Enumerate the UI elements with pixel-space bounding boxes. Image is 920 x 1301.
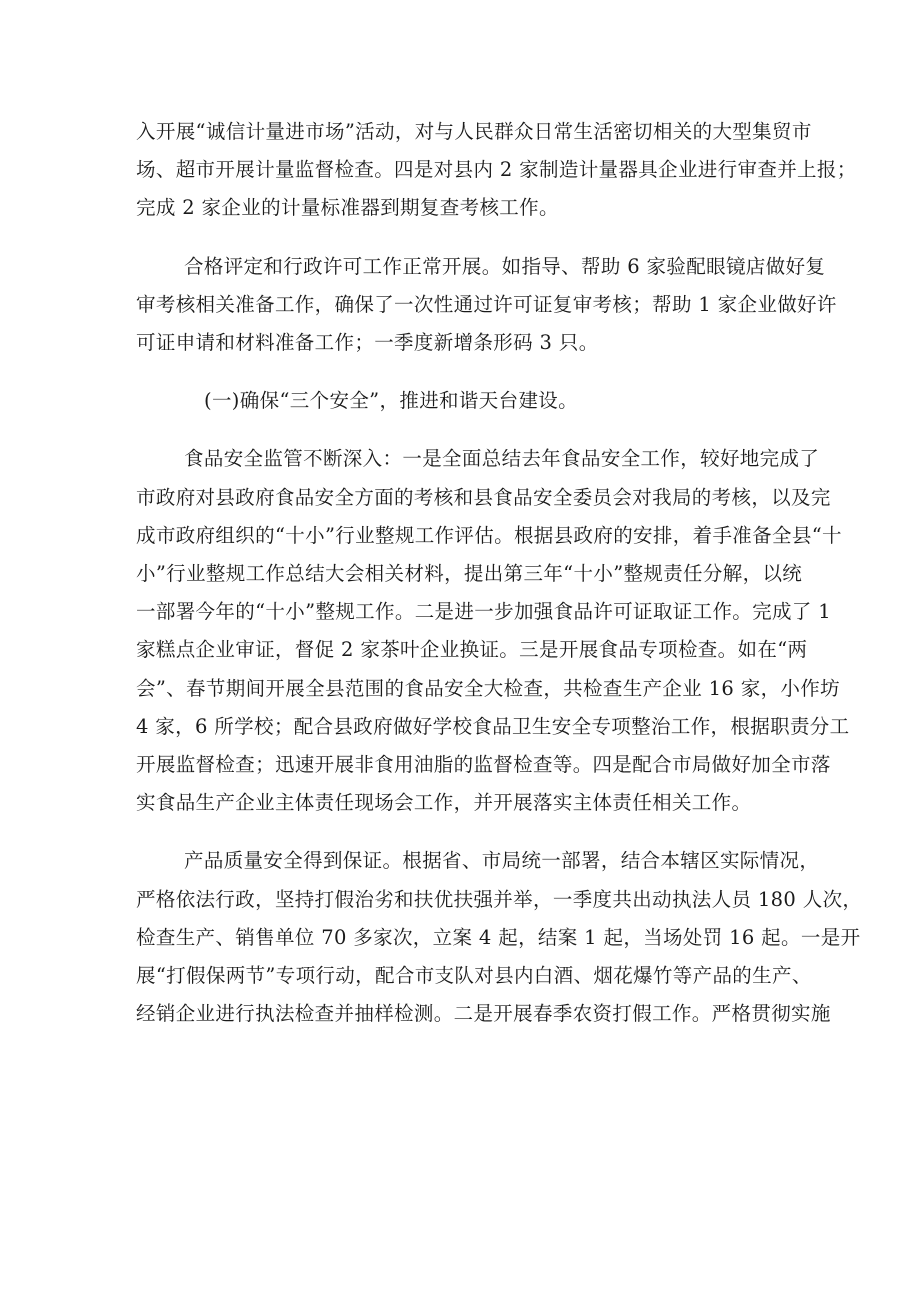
text-line: 可证申请和材料准备工作；一季度新增条形码 3 只。 — [136, 331, 599, 355]
heading-line: (一)确保“三个安全”，推进和谐天台建设。 — [204, 389, 579, 413]
paragraph-food-safety — [136, 440, 850, 822]
text-line: 经销企业进行执法检查并抽样检测。二是开展春季农资打假工作。严格贯彻实施 — [136, 1002, 831, 1026]
text-line: 开展监督检查；迅速开展非食用油脂的监督检查等。四是配合市局做好加全市落 — [136, 753, 831, 777]
paragraph-product-quality — [136, 842, 863, 1033]
paragraph-spacer — [136, 362, 798, 382]
text-line: 严格依法行政，坚持打假治劣和扶优扶强并举，一季度共出动执法人员 180 人次， — [136, 887, 863, 911]
text-line: 家糕点企业审证，督促 2 家茶叶企业换证。三是开展食品专项检查。如在“两 — [136, 638, 808, 662]
text-line: 展“打假保两节”专项行动，配合市支队对县内白酒、烟花爆竹等产品的生产、 — [136, 964, 812, 988]
paragraph-spacer — [136, 822, 798, 842]
text-line: 完成 2 家企业的计量标准器到期复查考核工作。 — [136, 196, 559, 220]
text-line: 检查生产、销售单位 70 多家次，立案 4 起，结案 1 起，当场处罚 16 起。一是开 — [136, 925, 861, 949]
text-line: 入开展“诚信计量进市场”活动，对与人民群众日常生活密切相关的大型集贸市 — [136, 120, 812, 143]
paragraph-spacer — [136, 228, 798, 248]
paragraph-spacer — [136, 420, 798, 440]
text-line: 市政府对县政府食品安全方面的考核和县食品安全委员会对我局的考核，以及完 — [136, 485, 831, 509]
section-heading — [136, 382, 798, 420]
text-line: 会”、春节期间开展全县范围的食品安全大检查，共检查生产企业 16 家，小作坊 — [136, 676, 840, 700]
text-line: 场、超市开展计量监督检查。四是对县内 2 家制造计量器具企业进行审查并上报； — [136, 158, 857, 182]
text-line: 审考核相关准备工作，确保了一次性通过许可证复审考核；帮助 1 家企业做好许 — [136, 292, 837, 316]
paragraph-metrology — [136, 113, 857, 228]
text-line: 食品安全监管不断深入：一是全面总结去年食品安全工作，较好地完成了 — [184, 447, 820, 471]
text-line: 小”行业整规工作总结大会相关材料，提出第三年“十小”整规责任分解，以统 — [136, 562, 803, 586]
text-line: 实食品生产企业主体责任现场会工作，并开展落实主体责任相关工作。 — [136, 791, 752, 815]
text-line: 产品质量安全得到保证。根据省、市局统一部署，结合本辖区实际情况， — [184, 849, 820, 873]
text-line: 成市政府组织的“十小”行业整规工作评估。根据县政府的安排，着手准备全县“十 — [136, 523, 842, 547]
text-line: 合格评定和行政许可工作正常开展。如指导、帮助 6 家验配眼镜店做好复 — [184, 254, 826, 278]
document-body — [136, 113, 863, 1033]
text-line: 一部署今年的“十小”整规工作。二是进一步加强食品许可证取证工作。完成了 1 — [136, 600, 831, 624]
paragraph-licensing — [136, 248, 837, 363]
text-line: 4 家，6 所学校；配合县政府做好学校食品卫生安全专项整治工作，根据职责分工 — [136, 714, 850, 738]
